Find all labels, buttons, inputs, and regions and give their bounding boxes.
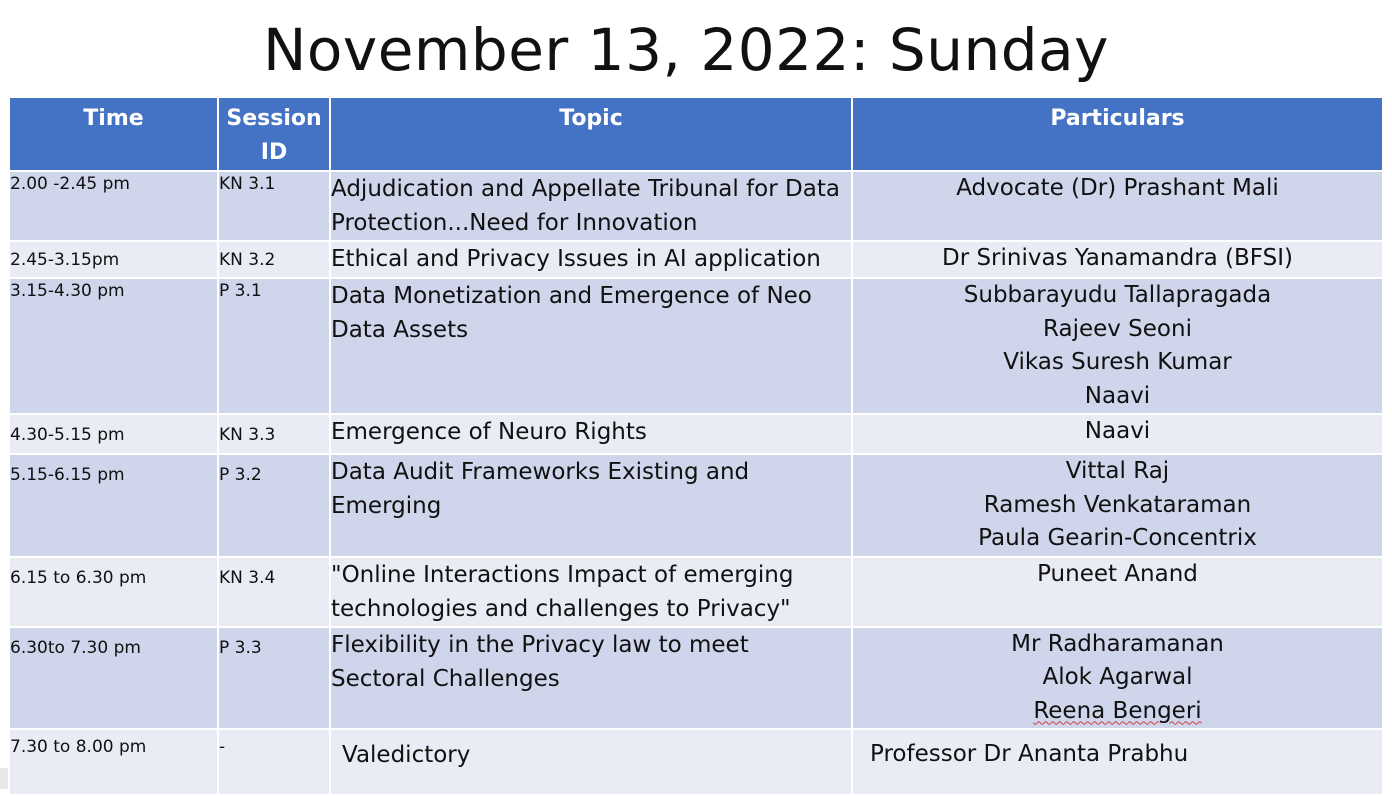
table-row bbox=[9, 278, 1383, 414]
header-topic: Topic bbox=[330, 97, 852, 171]
particulars-cell bbox=[852, 627, 1383, 730]
topic-cell bbox=[330, 414, 852, 454]
speaker-name: Paula Gearin-Concentrix bbox=[978, 525, 1257, 551]
speaker-name: Alok Agarwal bbox=[1042, 664, 1193, 690]
time-cell: 2.45-3.15pm bbox=[9, 241, 218, 278]
speaker-name: Naavi bbox=[1084, 418, 1151, 444]
table-row bbox=[9, 729, 1383, 795]
speaker-name: Advocate (Dr) Prashant Mali bbox=[956, 175, 1279, 201]
session-id-cell: P 3.3 bbox=[218, 627, 330, 730]
table-row bbox=[9, 171, 1383, 241]
topic-line: Flexibility in the Privacy law to meet bbox=[331, 631, 749, 658]
particulars-cell bbox=[852, 454, 1383, 557]
time-cell: 4.30-5.15 pm bbox=[9, 414, 218, 454]
table-row bbox=[9, 241, 1383, 278]
time-cell: 6.15 to 6.30 pm bbox=[9, 557, 218, 627]
topic-line: Sectoral Challenges bbox=[331, 665, 560, 692]
session-id-cell: KN 3.3 bbox=[218, 414, 330, 454]
topic-cell bbox=[330, 278, 852, 414]
header-time: Time bbox=[9, 97, 218, 171]
speaker-name: Puneet Anand bbox=[1037, 560, 1198, 587]
session-id-cell: - bbox=[218, 729, 330, 795]
topic-line: technologies and challenges to Privacy" bbox=[331, 595, 791, 622]
session-id-cell: KN 3.1 bbox=[218, 171, 330, 241]
topic-line: Protection...Need for Innovation bbox=[331, 210, 698, 236]
topic-cell bbox=[330, 454, 852, 557]
speaker-name: Reena Bengeri bbox=[1033, 697, 1202, 724]
speaker-name: Naavi bbox=[1084, 382, 1151, 409]
speaker-name: Vikas Suresh Kumar bbox=[1003, 349, 1232, 375]
table-row bbox=[9, 454, 1383, 557]
time-cell: 3.15-4.30 pm bbox=[9, 278, 218, 414]
speaker-name: Mr Radharamanan bbox=[1011, 630, 1224, 657]
table-row bbox=[9, 557, 1383, 627]
table-row bbox=[9, 414, 1383, 454]
time-cell: 5.15-6.15 pm bbox=[9, 454, 218, 557]
header-session-id-line1: Session bbox=[226, 106, 322, 131]
speaker-name: Rajeev Seoni bbox=[1043, 315, 1192, 342]
topic-line: Emerging bbox=[331, 493, 442, 519]
particulars-cell bbox=[852, 278, 1383, 414]
particulars-cell bbox=[852, 171, 1383, 241]
particulars-cell bbox=[852, 557, 1383, 627]
header-row bbox=[9, 97, 1383, 171]
topic-cell bbox=[330, 729, 852, 795]
speaker-name: Dr Srinivas Yanamandra (BFSI) bbox=[941, 245, 1293, 271]
time-cell: 2.00 -2.45 pm bbox=[9, 171, 218, 241]
topic-line: Ethical and Privacy Issues in AI application bbox=[331, 246, 821, 272]
topic-line: "Online Interactions Impact of emerging bbox=[331, 561, 794, 588]
topic-line: Data Assets bbox=[331, 317, 469, 343]
slide-right-edge bbox=[1383, 0, 1392, 789]
speaker-name: Vittal Raj bbox=[1065, 458, 1170, 484]
topic-line: Data Monetization and Emergence of Neo bbox=[331, 283, 812, 309]
topic-line: Emergence of Neuro Rights bbox=[331, 419, 647, 445]
speaker-name: Professor Dr Ananta Prabhu bbox=[870, 741, 1189, 767]
time-cell: 7.30 to 8.00 pm bbox=[9, 729, 218, 795]
header-session-id bbox=[218, 97, 330, 171]
topic-line: Valedictory bbox=[342, 742, 471, 768]
topic-line: Adjudication and Appellate Tribunal for Data bbox=[331, 176, 840, 202]
session-id-cell: KN 3.4 bbox=[218, 557, 330, 627]
topic-cell bbox=[330, 557, 852, 627]
particulars-cell bbox=[852, 241, 1383, 278]
header-session-id-line2: ID bbox=[260, 140, 288, 165]
session-id-cell: KN 3.2 bbox=[218, 241, 330, 278]
particulars-cell bbox=[852, 414, 1383, 454]
speaker-name: Subbarayudu Tallapragada bbox=[963, 282, 1272, 308]
window-edge-strip bbox=[0, 768, 8, 789]
header-particulars: Particulars bbox=[852, 97, 1383, 171]
topic-line: Data Audit Frameworks Existing and bbox=[331, 459, 750, 485]
speaker-name: Ramesh Venkataraman bbox=[983, 491, 1252, 518]
topic-cell bbox=[330, 241, 852, 278]
agenda-table bbox=[8, 96, 1384, 796]
time-cell: 6.30to 7.30 pm bbox=[9, 627, 218, 730]
table-row bbox=[9, 627, 1383, 730]
slide-title: November 13, 2022: Sunday bbox=[263, 16, 1109, 84]
session-id-cell: P 3.1 bbox=[218, 278, 330, 414]
topic-cell bbox=[330, 171, 852, 241]
topic-cell bbox=[330, 627, 852, 730]
session-id-cell: P 3.2 bbox=[218, 454, 330, 557]
particulars-cell bbox=[852, 729, 1383, 795]
